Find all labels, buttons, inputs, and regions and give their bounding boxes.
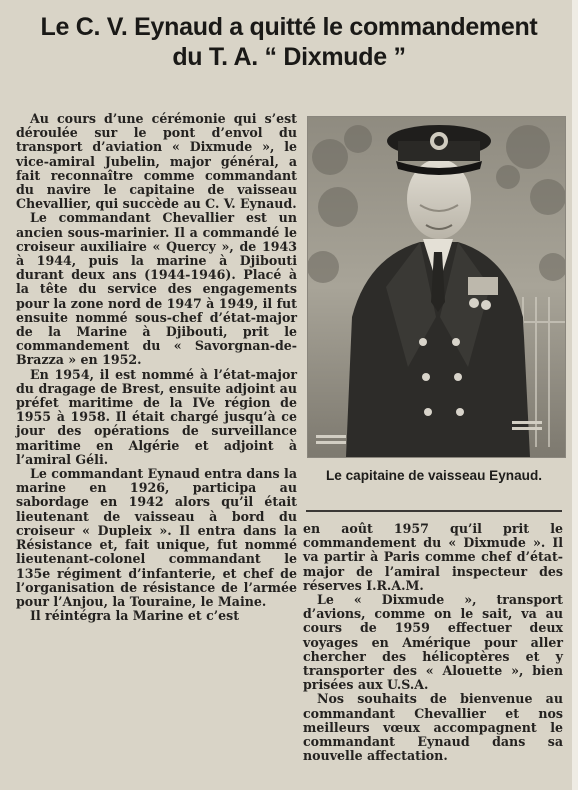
paragraph-ceremony: Au cours d’une cérémonie qui s’est déroulée sur le pont d’envol du transport d’aviation « Dixmude », le vice-amiral Jubelin, major général, a fait reconnaître comme commandant du navire le capitaine de vaisseau Chevallier, qui succède au C. V. Eynaud. <box>16 111 297 212</box>
portrait-photo <box>307 116 566 458</box>
paragraph-eynaud-career: Le commandant Eynaud entra dans la marine en 1926, participa au sabordage en 1942 alors qu’il était lieutenant de vaisseau à bord du croiseur « Dupleix ». Il entra dans la Résistance et, fait unique, fut nommé lieutenant-colonel commandant le 135e régiment d’infanterie, et chef de l’organisation de résistance de l’armée pour l’Anjou, la Touraine, le Maine. <box>16 466 297 609</box>
paragraph-chevallier-career: Le commandant Chevallier est un ancien sous-marinier. Il a commandé le croiseur auxiliaire « Quercy », de 1943 à 1944, puis la marine à Djibouti durant deux ans (1944-1946). Placé à la tête du service des engagements pour la zone nord de 1947 à 1949, il fut ensuite nommé sous-chef d’état-major de la Marine à Djibouti, prit le commandement du « Savorgnan-de-Brazza » en 1952. <box>16 210 297 368</box>
paragraph-closing-wishes: Nos souhaits de bienvenue au commandant Chevallier et nos meilleurs vœux accompagnent le commandant Eynaud dans sa nouvelle affectation. <box>303 691 563 764</box>
column-divider <box>306 510 562 512</box>
photo-caption: Le capitaine de vaisseau Eynaud. <box>325 468 543 483</box>
paragraph-eynaud-continued: en août 1957 qu’il prit le commandement du « Dixmude ». Il va partir à Paris comme chef d’état-major de l’amiral inspecteur des réserves I.R.A.M. <box>303 521 563 593</box>
headline-line-1: Le C. V. Eynaud a quitté le commandement <box>40 13 538 41</box>
paragraph-chevallier-1954: En 1954, il est nommé à l’état-major du dragage de Brest, ensuite adjoint au préfet maritime de la IVe région de 1955 à 1958. Il était chargé jusqu’à ce jour des opérations de surveillance maritime en Algérie et adjoint à l’amiral Géli. <box>16 366 297 467</box>
article-right-column <box>303 522 563 763</box>
paragraph-dixmude-mission: Le « Dixmude », transport d’avions, comme on le sait, va au cours de 1959 effectuer deux voyages en Amérique pour aller chercher des hélicoptères et y transporter des « Alouette », bien prisées aux U.S.A. <box>303 592 563 693</box>
page-edge <box>572 0 578 790</box>
headline <box>0 12 578 72</box>
paragraph-eynaud-return: Il réintégra la Marine et c’est <box>30 608 240 624</box>
headline-line-2: du T. A. “ Dixmude ” <box>172 43 406 71</box>
officer-portrait-image <box>308 117 565 457</box>
article-left-column <box>16 112 297 623</box>
